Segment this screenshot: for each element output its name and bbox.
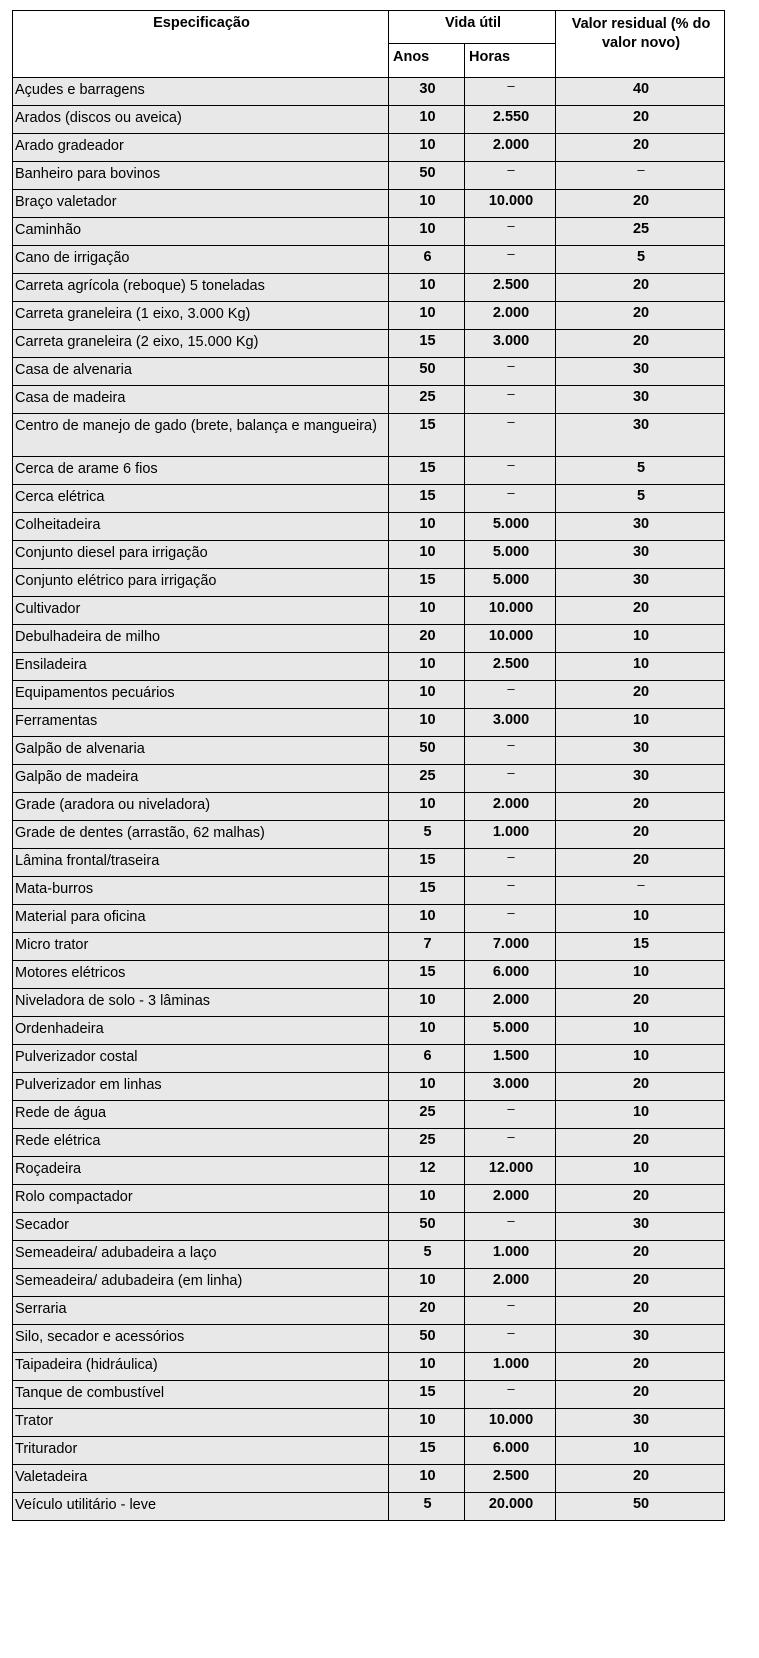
cell-residual: 40	[556, 78, 725, 106]
cell-residual: 10	[556, 709, 725, 737]
table-row	[13, 1157, 725, 1185]
table-row	[13, 1045, 725, 1073]
cell-horas: 10.000	[465, 1409, 556, 1437]
cell-horas: 10.000	[465, 625, 556, 653]
table-row	[13, 358, 725, 386]
cell-anos: 50	[389, 1325, 465, 1353]
cell-spec: Conjunto elétrico para irrigação	[13, 569, 389, 597]
cell-spec: Cano de irrigação	[13, 246, 389, 274]
table-row	[13, 793, 725, 821]
cell-horas: –	[465, 1129, 556, 1157]
cell-residual: 10	[556, 1157, 725, 1185]
cell-residual: 30	[556, 414, 725, 457]
cell-anos: 15	[389, 1381, 465, 1409]
cell-horas: –	[465, 1297, 556, 1325]
cell-horas: –	[465, 765, 556, 793]
cell-residual: 20	[556, 274, 725, 302]
cell-anos: 10	[389, 681, 465, 709]
cell-horas: 1.500	[465, 1045, 556, 1073]
cell-horas: 1.000	[465, 1241, 556, 1269]
table-row	[13, 597, 725, 625]
cell-residual: 20	[556, 134, 725, 162]
cell-spec: Semeadeira/ adubadeira (em linha)	[13, 1269, 389, 1297]
table-row	[13, 1465, 725, 1493]
table-body	[13, 78, 725, 1521]
cell-residual: 30	[556, 765, 725, 793]
cell-residual: 50	[556, 1493, 725, 1521]
cell-anos: 15	[389, 330, 465, 358]
cell-horas: –	[465, 1213, 556, 1241]
cell-anos: 10	[389, 653, 465, 681]
cell-horas: 2.000	[465, 1269, 556, 1297]
cell-anos: 10	[389, 274, 465, 302]
cell-anos: 10	[389, 134, 465, 162]
cell-residual: 5	[556, 457, 725, 485]
cell-spec: Pulverizador costal	[13, 1045, 389, 1073]
cell-spec: Casa de alvenaria	[13, 358, 389, 386]
header-row-top	[13, 11, 725, 44]
table-row	[13, 933, 725, 961]
cell-horas: –	[465, 905, 556, 933]
cell-spec: Mata-burros	[13, 877, 389, 905]
cell-spec: Cerca de arame 6 fios	[13, 457, 389, 485]
cell-anos: 15	[389, 414, 465, 457]
cell-horas: 2.550	[465, 106, 556, 134]
cell-residual: 30	[556, 1409, 725, 1437]
cell-spec: Arados (discos ou aveica)	[13, 106, 389, 134]
cell-horas: 2.000	[465, 302, 556, 330]
cell-spec: Triturador	[13, 1437, 389, 1465]
cell-anos: 5	[389, 1493, 465, 1521]
cell-anos: 50	[389, 1213, 465, 1241]
cell-horas: –	[465, 1101, 556, 1129]
cell-horas: –	[465, 414, 556, 457]
cell-anos: 7	[389, 933, 465, 961]
cell-spec: Niveladora de solo - 3 lâminas	[13, 989, 389, 1017]
cell-horas: 6.000	[465, 1437, 556, 1465]
cell-horas: 2.500	[465, 653, 556, 681]
cell-horas: 10.000	[465, 597, 556, 625]
cell-anos: 10	[389, 1269, 465, 1297]
cell-horas: 1.000	[465, 821, 556, 849]
cell-residual: 20	[556, 821, 725, 849]
cell-spec: Debulhadeira de milho	[13, 625, 389, 653]
cell-horas: –	[465, 78, 556, 106]
cell-horas: –	[465, 849, 556, 877]
cell-anos: 5	[389, 821, 465, 849]
cell-spec: Açudes e barragens	[13, 78, 389, 106]
table-row	[13, 1241, 725, 1269]
table-row	[13, 330, 725, 358]
cell-spec: Caminhão	[13, 218, 389, 246]
table-row	[13, 765, 725, 793]
cell-residual: 20	[556, 330, 725, 358]
table-row	[13, 78, 725, 106]
cell-anos: 10	[389, 989, 465, 1017]
cell-residual: 20	[556, 793, 725, 821]
cell-residual: 30	[556, 1325, 725, 1353]
cell-spec: Carreta graneleira (1 eixo, 3.000 Kg)	[13, 302, 389, 330]
cell-anos: 10	[389, 1409, 465, 1437]
cell-anos: 10	[389, 1073, 465, 1101]
table-row	[13, 877, 725, 905]
cell-spec: Valetadeira	[13, 1465, 389, 1493]
cell-residual: 20	[556, 190, 725, 218]
cell-residual: 20	[556, 1353, 725, 1381]
cell-anos: 10	[389, 1353, 465, 1381]
table-row	[13, 1017, 725, 1045]
cell-residual: 10	[556, 1437, 725, 1465]
cell-horas: 5.000	[465, 569, 556, 597]
cell-anos: 15	[389, 877, 465, 905]
table-row	[13, 681, 725, 709]
cell-horas: 2.000	[465, 1185, 556, 1213]
table-row	[13, 106, 725, 134]
cell-anos: 6	[389, 1045, 465, 1073]
cell-anos: 10	[389, 218, 465, 246]
cell-horas: 5.000	[465, 1017, 556, 1045]
cell-anos: 30	[389, 78, 465, 106]
table-row	[13, 653, 725, 681]
table-row	[13, 709, 725, 737]
cell-anos: 10	[389, 106, 465, 134]
table-row	[13, 1297, 725, 1325]
cell-residual: 30	[556, 1213, 725, 1241]
cell-spec: Galpão de alvenaria	[13, 737, 389, 765]
table-row	[13, 386, 725, 414]
table-row	[13, 1381, 725, 1409]
table-row	[13, 485, 725, 513]
cell-horas: 2.000	[465, 793, 556, 821]
cell-horas: –	[465, 386, 556, 414]
table-container	[12, 10, 724, 1521]
cell-spec: Rede elétrica	[13, 1129, 389, 1157]
cell-spec: Braço valetador	[13, 190, 389, 218]
cell-residual: –	[556, 162, 725, 190]
table-row	[13, 274, 725, 302]
cell-anos: 15	[389, 849, 465, 877]
cell-horas: 1.000	[465, 1353, 556, 1381]
table-row	[13, 190, 725, 218]
cell-horas: 5.000	[465, 513, 556, 541]
cell-horas: –	[465, 246, 556, 274]
cell-residual: 30	[556, 513, 725, 541]
cell-anos: 10	[389, 1185, 465, 1213]
cell-horas: 20.000	[465, 1493, 556, 1521]
table-row	[13, 1129, 725, 1157]
table-row	[13, 246, 725, 274]
table-row	[13, 1073, 725, 1101]
table-row	[13, 1353, 725, 1381]
cell-residual: 20	[556, 302, 725, 330]
cell-residual: 20	[556, 1073, 725, 1101]
cell-spec: Cerca elétrica	[13, 485, 389, 513]
cell-anos: 10	[389, 1017, 465, 1045]
table-row	[13, 541, 725, 569]
table-row	[13, 457, 725, 485]
table-row	[13, 414, 725, 457]
cell-spec: Trator	[13, 1409, 389, 1437]
cell-anos: 15	[389, 485, 465, 513]
table-row	[13, 569, 725, 597]
table-row	[13, 134, 725, 162]
cell-spec: Galpão de madeira	[13, 765, 389, 793]
cell-anos: 50	[389, 162, 465, 190]
cell-spec: Veículo utilitário - leve	[13, 1493, 389, 1521]
cell-spec: Micro trator	[13, 933, 389, 961]
cell-anos: 50	[389, 358, 465, 386]
cell-spec: Cultivador	[13, 597, 389, 625]
cell-horas: –	[465, 737, 556, 765]
depreciation-table	[12, 10, 725, 1521]
table-row	[13, 1437, 725, 1465]
table-row	[13, 513, 725, 541]
header-anos: Anos	[389, 44, 465, 78]
table-row	[13, 1493, 725, 1521]
cell-anos: 10	[389, 541, 465, 569]
table-row	[13, 1213, 725, 1241]
cell-residual: 5	[556, 485, 725, 513]
cell-horas: –	[465, 1325, 556, 1353]
table-row	[13, 1185, 725, 1213]
table-row	[13, 849, 725, 877]
cell-spec: Rolo compactador	[13, 1185, 389, 1213]
cell-horas: –	[465, 218, 556, 246]
cell-residual: 30	[556, 569, 725, 597]
table-row	[13, 1101, 725, 1129]
cell-horas: –	[465, 457, 556, 485]
cell-horas: –	[465, 358, 556, 386]
cell-anos: 10	[389, 1465, 465, 1493]
cell-anos: 15	[389, 1437, 465, 1465]
cell-residual: 15	[556, 933, 725, 961]
cell-spec: Banheiro para bovinos	[13, 162, 389, 190]
cell-horas: 3.000	[465, 709, 556, 737]
table-row	[13, 821, 725, 849]
table-row	[13, 218, 725, 246]
cell-residual: 30	[556, 541, 725, 569]
header-vida-util: Vida útil	[389, 11, 556, 44]
cell-spec: Centro de manejo de gado (brete, balança e mangueira)	[13, 414, 389, 457]
cell-residual: 20	[556, 1185, 725, 1213]
cell-anos: 15	[389, 569, 465, 597]
cell-spec: Grade de dentes (arrastão, 62 malhas)	[13, 821, 389, 849]
cell-spec: Roçadeira	[13, 1157, 389, 1185]
table-row	[13, 961, 725, 989]
cell-horas: –	[465, 681, 556, 709]
cell-horas: 2.500	[465, 1465, 556, 1493]
cell-horas: 2.000	[465, 134, 556, 162]
cell-residual: 20	[556, 1241, 725, 1269]
cell-anos: 25	[389, 1101, 465, 1129]
cell-residual: 20	[556, 106, 725, 134]
cell-horas: 12.000	[465, 1157, 556, 1185]
cell-residual: 10	[556, 1045, 725, 1073]
cell-residual: 20	[556, 1381, 725, 1409]
cell-residual: 30	[556, 386, 725, 414]
cell-horas: –	[465, 485, 556, 513]
cell-horas: 10.000	[465, 190, 556, 218]
cell-residual: 20	[556, 989, 725, 1017]
cell-anos: 6	[389, 246, 465, 274]
cell-spec: Ferramentas	[13, 709, 389, 737]
cell-spec: Carreta agrícola (reboque) 5 toneladas	[13, 274, 389, 302]
table-row	[13, 737, 725, 765]
cell-horas: –	[465, 1381, 556, 1409]
cell-anos: 20	[389, 1297, 465, 1325]
cell-residual: 30	[556, 737, 725, 765]
cell-spec: Pulverizador em linhas	[13, 1073, 389, 1101]
cell-anos: 10	[389, 190, 465, 218]
table-row	[13, 905, 725, 933]
cell-residual: 25	[556, 218, 725, 246]
cell-spec: Carreta graneleira (2 eixo, 15.000 Kg)	[13, 330, 389, 358]
cell-residual: 5	[556, 246, 725, 274]
table-row	[13, 1269, 725, 1297]
cell-residual: 20	[556, 1129, 725, 1157]
cell-anos: 50	[389, 737, 465, 765]
table-row	[13, 625, 725, 653]
cell-spec: Secador	[13, 1213, 389, 1241]
cell-spec: Equipamentos pecuários	[13, 681, 389, 709]
cell-residual: 10	[556, 653, 725, 681]
cell-anos: 15	[389, 457, 465, 485]
cell-spec: Ensiladeira	[13, 653, 389, 681]
cell-horas: 2.000	[465, 989, 556, 1017]
cell-anos: 25	[389, 1129, 465, 1157]
cell-horas: –	[465, 162, 556, 190]
cell-anos: 10	[389, 302, 465, 330]
cell-anos: 10	[389, 905, 465, 933]
cell-residual: 10	[556, 961, 725, 989]
cell-horas: 3.000	[465, 330, 556, 358]
cell-spec: Taipadeira (hidráulica)	[13, 1353, 389, 1381]
cell-horas: 7.000	[465, 933, 556, 961]
table-row	[13, 1409, 725, 1437]
cell-anos: 20	[389, 625, 465, 653]
cell-residual: 20	[556, 681, 725, 709]
cell-horas: 2.500	[465, 274, 556, 302]
cell-residual: 10	[556, 1017, 725, 1045]
table-row	[13, 162, 725, 190]
table-header	[13, 11, 725, 78]
cell-residual: 10	[556, 905, 725, 933]
cell-residual: 30	[556, 358, 725, 386]
cell-spec: Rede de água	[13, 1101, 389, 1129]
cell-spec: Grade (aradora ou niveladora)	[13, 793, 389, 821]
cell-residual: 20	[556, 1465, 725, 1493]
cell-horas: 5.000	[465, 541, 556, 569]
cell-spec: Arado gradeador	[13, 134, 389, 162]
cell-spec: Serraria	[13, 1297, 389, 1325]
cell-anos: 5	[389, 1241, 465, 1269]
cell-spec: Semeadeira/ adubadeira a laço	[13, 1241, 389, 1269]
cell-anos: 25	[389, 386, 465, 414]
cell-residual: –	[556, 877, 725, 905]
cell-residual: 20	[556, 1269, 725, 1297]
cell-anos: 10	[389, 513, 465, 541]
table-row	[13, 989, 725, 1017]
cell-horas: 3.000	[465, 1073, 556, 1101]
cell-spec: Lâmina frontal/traseira	[13, 849, 389, 877]
cell-residual: 20	[556, 597, 725, 625]
cell-anos: 10	[389, 597, 465, 625]
table-row	[13, 302, 725, 330]
cell-spec: Tanque de combustível	[13, 1381, 389, 1409]
cell-spec: Ordenhadeira	[13, 1017, 389, 1045]
header-valor-residual: Valor residual (% do valor novo)	[556, 11, 725, 78]
cell-spec: Silo, secador e acessórios	[13, 1325, 389, 1353]
cell-horas: –	[465, 877, 556, 905]
cell-residual: 10	[556, 625, 725, 653]
cell-anos: 25	[389, 765, 465, 793]
cell-spec: Material para oficina	[13, 905, 389, 933]
header-horas: Horas	[465, 44, 556, 78]
header-spec: Especificação	[13, 11, 389, 78]
cell-horas: 6.000	[465, 961, 556, 989]
cell-residual: 10	[556, 1101, 725, 1129]
table-row	[13, 1325, 725, 1353]
cell-spec: Motores elétricos	[13, 961, 389, 989]
cell-anos: 15	[389, 961, 465, 989]
cell-spec: Conjunto diesel para irrigação	[13, 541, 389, 569]
cell-anos: 12	[389, 1157, 465, 1185]
cell-residual: 20	[556, 1297, 725, 1325]
cell-spec: Colheitadeira	[13, 513, 389, 541]
cell-anos: 10	[389, 709, 465, 737]
cell-anos: 10	[389, 793, 465, 821]
cell-residual: 20	[556, 849, 725, 877]
cell-spec: Casa de madeira	[13, 386, 389, 414]
